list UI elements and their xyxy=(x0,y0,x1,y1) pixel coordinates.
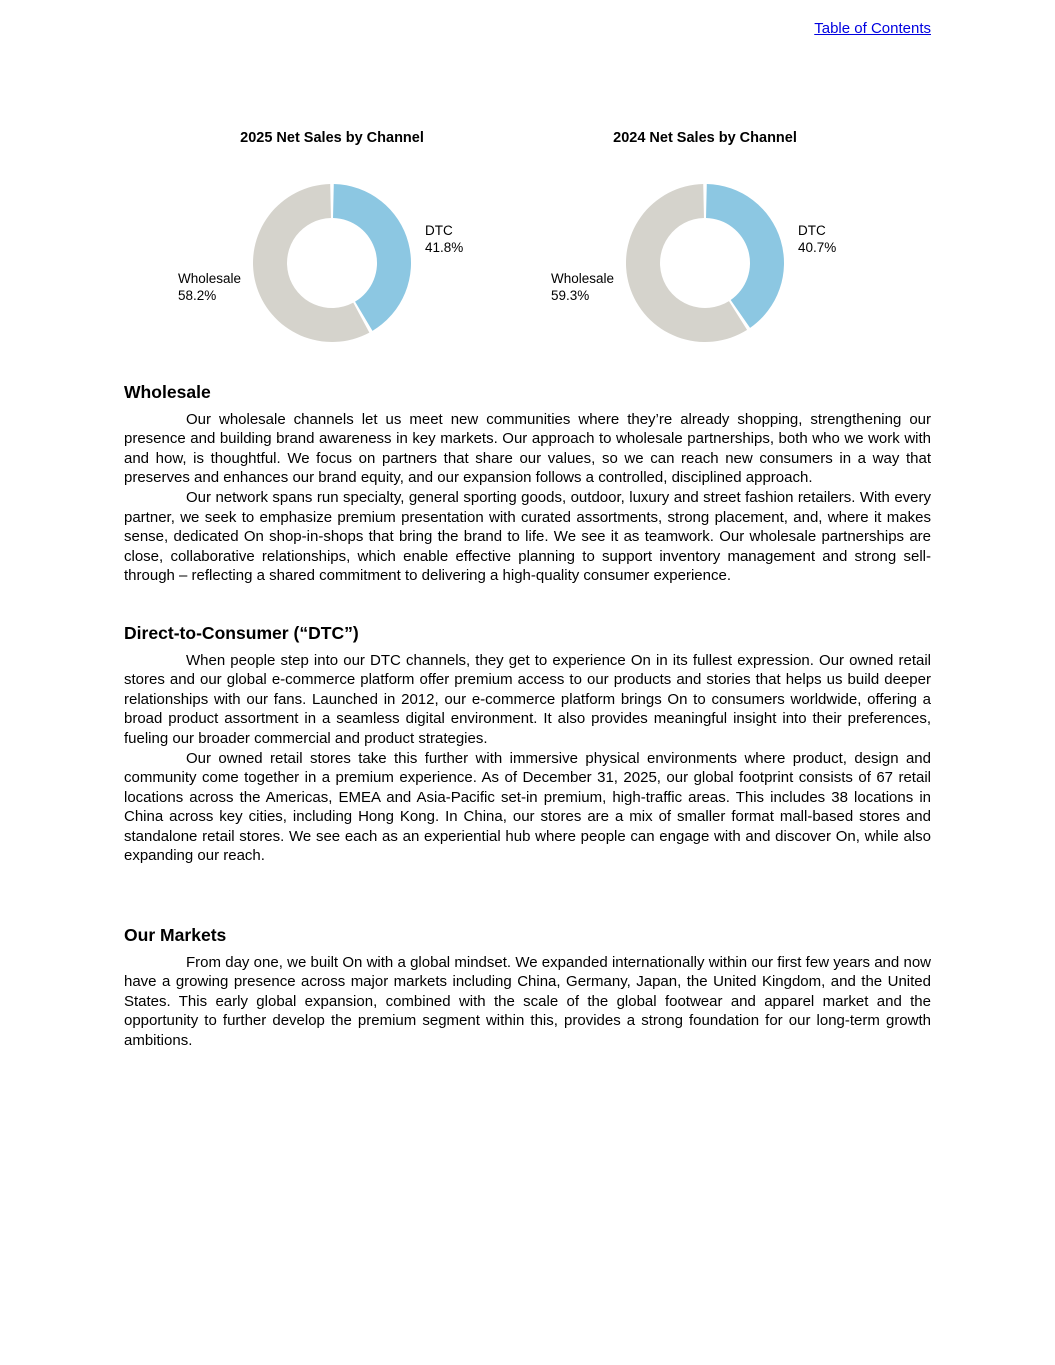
wholesale-slice-label xyxy=(178,270,241,304)
donut-chart-2024-svg xyxy=(620,178,790,348)
section-dtc xyxy=(124,624,931,866)
slice-name: DTC xyxy=(798,223,826,238)
paragraph: From day one, we built On with a global mindset. We expanded internationally within our first few years and now have a growing presence across major markets including China, Germany, Japan, the United Kingdom, and the United States. This early global expansion, combined with the scale of the global footwear and apparel market and the opportunity to further develop the premium segment within this, provides a strong foundation for our long-term growth ambitions. xyxy=(124,953,931,1050)
slice-name: Wholesale xyxy=(178,271,242,286)
document-body xyxy=(124,383,931,1051)
slice-name: Wholesale xyxy=(551,271,615,286)
paragraph: Our wholesale channels let us meet new communities where they’re already shopping, strengthening our presence and building brand awareness in key markets. Our approach to wholesale partnerships, both who we work with and how, is thoughtful. We focus on partners that share our values, so we can reach new consumers in a way that preserves and enhances our brand equity, and our expansion follows a controlled, disciplined approach. xyxy=(124,410,931,487)
chart-title: 2024 Net Sales by Channel xyxy=(613,130,797,146)
paragraph: Our network spans run specialty, general sporting goods, outdoor, luxury and street fashion retailers. With every partner, we seek to emphasize premium presentation with curated assortments, strong placement, and, where it makes sense, dedicated On shop-in-shops that bring the brand to life. We see it as teamwork. Our wholesale partnerships are close, collaborative relationships, which enable effective planning to support inventory management and strong sell-through – reflecting a shared commitment to delivering a high-quality consumer experience. xyxy=(124,488,931,585)
section-heading-wholesale: Wholesale xyxy=(124,382,211,402)
paragraph: Our owned retail stores take this further with immersive physical environments where product, design and community come together in a premium experience. As of December 31, 2025, our global footprint consists of 67 retail locations across the Americas, EMEA and Asia-Pacific set-in premium, high-traffic areas. This includes 38 locations in China across key cities, including Hong Kong. In China, our stores are a mix of smaller format mall-based stores and standalone retail stores. We see each as an experiential hub where people can engage with and discover On, while also expanding our reach. xyxy=(124,749,931,865)
net-sales-chart-2024 xyxy=(515,130,895,365)
paragraph: When people step into our DTC channels, they get to experience On in its fullest expression. Our owned retail stores and our global e-commerce platform offer premium access to our products and stories that helps us build deeper relationships with our fans. Launched in 2012, our e-commerce platform brings On to consumers worldwide, offering a broad product assortment in a seamless digital environment. It also provides meaningful insight into their preferences, fueling our broader commercial and product strategies. xyxy=(124,651,931,747)
slice-percent: 58.2% xyxy=(178,288,217,303)
table-of-contents-link[interactable]: Table of Contents xyxy=(814,20,931,37)
donut-chart-2025-svg xyxy=(247,178,417,348)
slice-name: DTC xyxy=(425,223,453,238)
section-heading-dtc: Direct-to-Consumer (“DTC”) xyxy=(124,622,359,643)
section-wholesale xyxy=(124,383,931,586)
slice-percent: 40.7% xyxy=(798,240,837,255)
net-sales-chart-2025 xyxy=(142,130,522,365)
dtc-slice-label xyxy=(798,222,836,256)
dtc-slice-label xyxy=(425,222,463,256)
wholesale-slice-label xyxy=(551,270,614,304)
chart-title: 2025 Net Sales by Channel xyxy=(240,130,424,146)
slice-percent: 59.3% xyxy=(551,288,590,303)
section-our-markets xyxy=(124,926,931,1051)
slice-percent: 41.8% xyxy=(425,240,464,255)
section-heading-our-markets: Our Markets xyxy=(124,925,227,946)
